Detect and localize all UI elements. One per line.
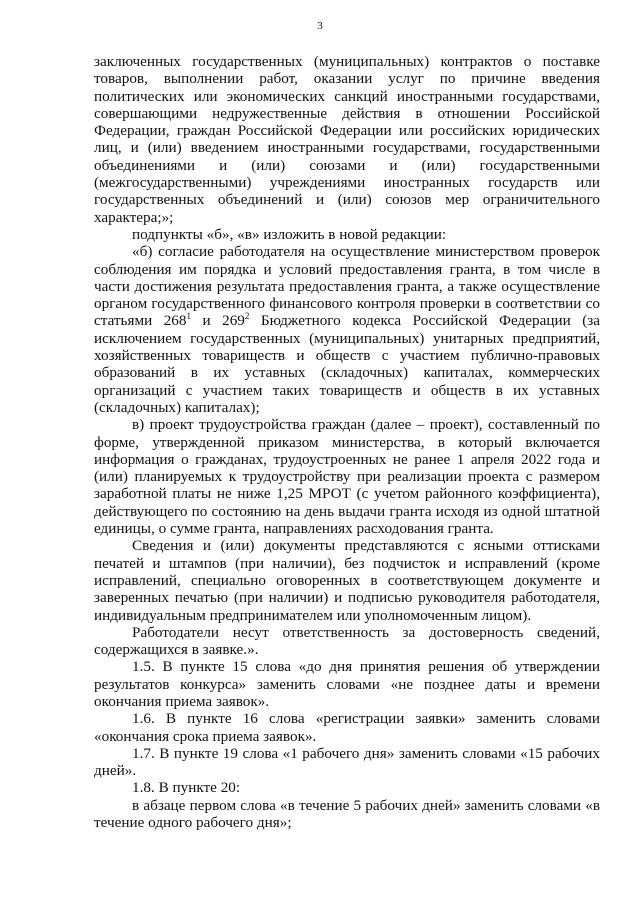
- page-number: 3: [317, 20, 323, 32]
- document-body: [94, 53, 600, 831]
- subpoint-b-text-b: и 269: [190, 312, 245, 330]
- paragraph-subpoint-v: в) проект трудоустройства граждан (далее – проект), составленный по форме, утвержденной приказом министерства, в который включается информация о гражданах, трудоустроенных не ранее 1 апреля 2022 года и (или) планируемых к трудоустройству при реализации проекта с размером заработной платы не ниже 1,25 МРОТ (с учетом районного коэффициента), действующего по состоянию на день выдачи гранта исходя из одной штатной единицы, о сумме гранта, направлениях расходования гранта.: [94, 416, 600, 538]
- paragraph-item-1-8-first-abzac: в абзаце первом слова «в течение 5 рабочих дней» заменить словами «в течение одного рабочего дня»;: [94, 796, 600, 832]
- paragraph-item-1-6: 1.6. В пункте 16 слова «регистрации заявки» заменить словами «окончания срока приема заявок».: [94, 710, 600, 745]
- paragraph-item-1-7: 1.7. В пункте 19 слова «1 рабочего дня» заменить словами «15 рабочих дней».: [94, 744, 600, 780]
- article-268-superscript: 1: [186, 311, 191, 322]
- paragraph-employer-responsibility: Работодатели несут ответственность за достоверность сведений, содержащихся в заявке.».: [94, 623, 600, 659]
- paragraph-item-1-5: 1.5. В пункте 15 слова «до дня принятия решения об утверждении результатов конкурса» заменить словами «не позднее даты и времени окончания приема заявок».: [94, 658, 600, 710]
- subpoint-b-text-a: «б) согласие работодателя на осуществление министерством проверок соблюдения им порядка и условий предоставления гранта, в том числе в части достижения результата предоставления гранта, а также осуществление органом государственного финансового контроля проверки в соответствии со статьями 268: [94, 243, 600, 330]
- article-269-superscript: 2: [244, 311, 250, 322]
- paragraph-subpoints-intro: подпункты «б», «в» изложить в новой редакции:: [132, 225, 447, 243]
- paragraph-continuation: заключенных государственных (муниципальных) контрактов о поставке товаров, выполнении работ, оказании услуг по причине введения политических или экономических санкций иностранными государствами, совершающими недружественные действия в отношении Российской Федерации, граждан Российской Федерации или российских юридических лиц, и (или) введением иностранными государствами, государственными объединениями и (или) союзами и (или) государственными (межгосударственными) учреждениями иностранных государств или государственных объединений и (или) союзов мер ограничительного характера;»;: [94, 53, 600, 226]
- paragraph-subpoint-b: [94, 243, 600, 416]
- paragraph-documents-requirements: Сведения и (или) документы представляются с ясными оттисками печатей и штампов (при наличии), без подчисток и исправлений (кроме исправлений, специально оговоренных в соответствующем документе и заверенных печатью (при наличии) и подписью руководителя работодателя, индивидуальным предпринимателем или уполномоченным лицом).: [94, 537, 600, 624]
- paragraph-item-1-8: 1.8. В пункте 20:: [132, 779, 241, 797]
- subpoint-b-text-c: Бюджетного кодекса Российской Федерации (за исключением государственных (муниципальных) унитарных предприятий, хозяйственных товариществ и обществ с участием публично-правовых образований в их уставных (складочных) капиталах, коммерческих организаций с участием таких товариществ и обществ в их уставных (складочных) капиталах);: [94, 312, 600, 416]
